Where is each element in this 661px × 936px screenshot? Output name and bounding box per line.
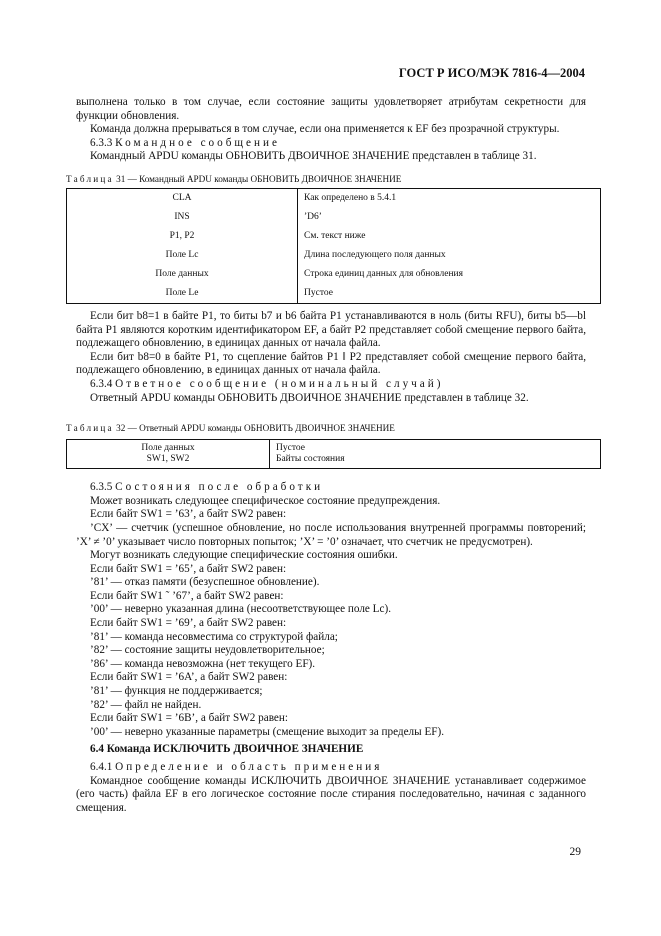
table-row	[67, 246, 601, 265]
table-row	[67, 440, 601, 469]
paragraph: Ответный APDU команды ОБНОВИТЬ ДВОИЧНОЕ ЗНАЧЕНИЕ представлен в таблице 32.	[90, 391, 529, 404]
section-number: 6.3.3	[90, 136, 113, 149]
caption-text: 31 — Командный APDU команды ОБНОВИТЬ ДВОИЧНОЕ ЗНАЧЕНИЕ	[116, 173, 402, 184]
section-heading-6-3-5	[76, 481, 586, 495]
text-line: ’81’ — функция не поддерживается;	[90, 685, 263, 698]
page-body	[66, 96, 586, 815]
paragraph: Командный APDU команды ОБНОВИТЬ ДВОИЧНОЕ ЗНАЧЕНИЕ представлен в таблице 31.	[90, 150, 537, 163]
text-line: Если байт SW1 ˜ ’67’, а байт SW2 равен:	[90, 589, 284, 602]
table-cell: INS	[67, 208, 298, 227]
table-cell: ’D6’	[304, 212, 322, 223]
section-heading-6-3-4	[76, 378, 586, 392]
text-line: Если байт SW1 = ’69’, а байт SW2 равен:	[90, 617, 287, 630]
section-heading-6-4-1	[76, 761, 586, 775]
section-title: Ответное сообщение (номинальный случай)	[115, 377, 444, 390]
section-title: Определение и область применения	[115, 761, 383, 773]
text-line: ’86’ — команда невозможна (нет текущего EF).	[90, 657, 316, 670]
section-number: 6.3.4	[90, 377, 113, 390]
text-line: ’82’ — файл не найден.	[90, 698, 202, 711]
section-title: Состояния после обработки	[115, 481, 324, 494]
table-31-caption	[66, 174, 586, 184]
cell-line: Байты состояния	[276, 454, 345, 465]
cell-line: Поле данных	[141, 443, 195, 454]
section-number: 6.3.5	[90, 481, 113, 494]
document-header: ГОСТ Р ИСО/МЭК 7816-4—2004	[398, 66, 585, 80]
text-line: Если байт SW1 = ’63’, а байт SW2 равен:	[90, 508, 287, 521]
caption-label: Таблица	[66, 173, 114, 184]
text-line: ’81’ — команда несовместима со структурой файла;	[90, 630, 338, 643]
table-row	[67, 284, 601, 304]
table-cell: Длина последующего поля данных	[304, 250, 446, 261]
text-line: Может возникать следующее специфическое состояние предупреждения.	[90, 494, 441, 507]
text-line: ’81’ — отказ памяти (безуспешное обновление).	[90, 576, 320, 589]
paragraph: выполнена только в том случае, если состояние защиты удовлетворяет атрибутам секретности для функции обновления.	[76, 96, 586, 122]
table-cell	[270, 440, 601, 469]
text-line: ’00’ — неверно указанная длина (несоответствующее поле Lc).	[90, 603, 392, 616]
table-cell: CLA	[67, 188, 298, 208]
section-heading-6-3-3	[76, 137, 586, 151]
table-cell: Пустое	[304, 288, 333, 299]
table-cell: См. текст ниже	[304, 231, 366, 242]
section-number: 6.4.1	[90, 761, 113, 773]
text-line: Могут возникать следующие специфические состояния ошибки.	[90, 549, 398, 562]
table-row	[67, 265, 601, 284]
table-cell: Как определено в 5.4.1	[304, 193, 397, 204]
paragraph: Командное сообщение команды ИСКЛЮЧИТЬ ДВОИЧНОЕ ЗНАЧЕНИЕ устанавливает содержимое (его часть) файла EF в его логическое состояние после стирания последовательно, начиная с заданного смещения.	[76, 774, 586, 814]
text-line: Если байт SW1 = ’6B’, а байт SW2 равен:	[90, 712, 288, 725]
paragraph: ’CX’ — счетчик (успешное обновление, но после использования внутренней программы повторений; ’X’ ≠ ’0’ указывает число повторных попыток; ’X’ = ’0’ означает, что счетчик не предусмотрен).	[76, 521, 586, 548]
table-cell: Поле Le	[67, 284, 298, 304]
table-row	[67, 208, 601, 227]
table-cell: Поле данных	[67, 265, 298, 284]
paragraph: Команда должна прерываться в том случае, если она применяется к EF без прозрачной структуры.	[90, 123, 560, 136]
caption-label: Таблица	[66, 423, 114, 434]
section-heading-6-4: 6.4 Команда ИСКЛЮЧИТЬ ДВОИЧНОЕ ЗНАЧЕНИЕ	[90, 743, 364, 756]
table-row	[67, 227, 601, 246]
text-line: ’00’ — неверно указанные параметры (смещение выходит за пределы EF).	[90, 725, 445, 738]
cell-line: SW1, SW2	[146, 454, 190, 465]
cell-line: Пустое	[276, 443, 305, 454]
table-32	[66, 439, 601, 469]
section-title: Командное сообщение	[115, 136, 280, 149]
table-cell: Строка единиц данных для обновления	[304, 269, 463, 280]
table-31	[66, 188, 601, 304]
table-32-caption	[66, 423, 586, 433]
text-line: Если байт SW1 = ’65’, а байт SW2 равен:	[90, 562, 287, 575]
table-cell	[67, 440, 270, 469]
caption-text: 32 — Ответный APDU команды ОБНОВИТЬ ДВОИЧНОЕ ЗНАЧЕНИЕ	[116, 423, 395, 434]
table-row	[67, 188, 601, 208]
page-number: 29	[569, 846, 581, 858]
paragraph: Если бит b8=0 в байте P1, то сцепление байтов P1 ‖ P2 представляет собой смещение первого байта, подлежащего обновлению, в единицах данных от начала файла.	[76, 350, 586, 377]
table-cell: P1, P2	[67, 227, 298, 246]
text-line: Если байт SW1 = ’6A’, а байт SW2 равен:	[90, 671, 288, 684]
table-cell: Поле Lc	[67, 246, 298, 265]
paragraph: Если бит b8=1 в байте P1, то биты b7 и b6 байта P1 устанавливаются в ноль (биты RFU), биты b5—bl байта P1 являются коротким идентификатором EF, а байт P2 представляет собой смещение первого байта, подлежащего обновлению, в единицах данных от начала файла.	[76, 309, 586, 350]
text-line: ’82’ — состояние защиты неудовлетворительное;	[90, 644, 325, 657]
